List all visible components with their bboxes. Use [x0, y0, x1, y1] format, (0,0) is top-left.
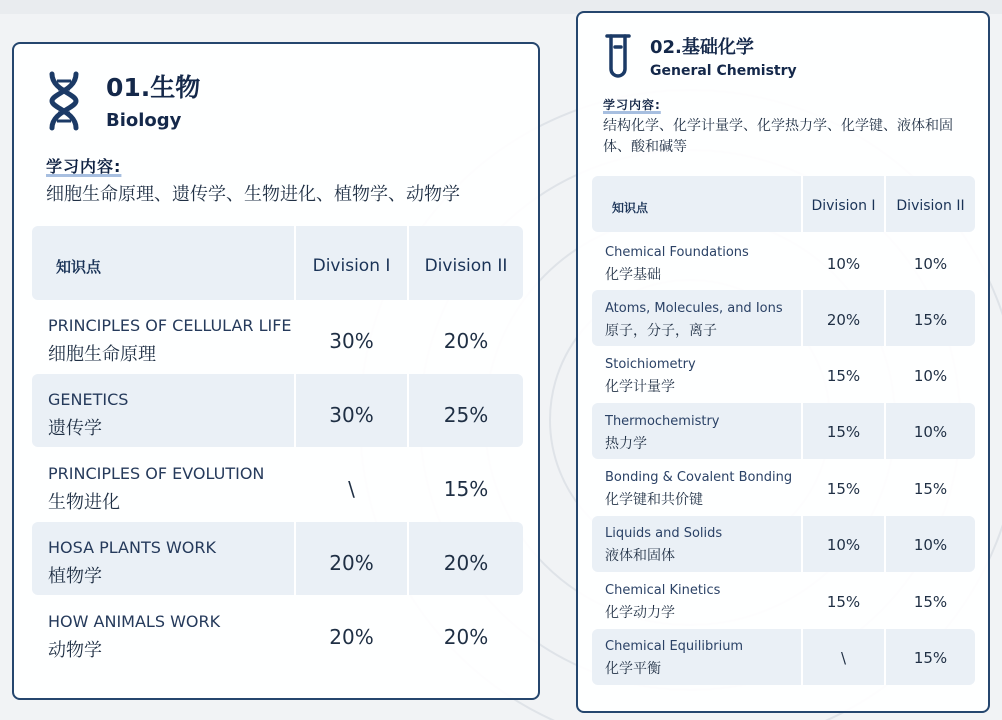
- division-1-value: 20%: [329, 551, 374, 575]
- division-2-value: 10%: [913, 423, 948, 441]
- topic-english: Chemical Foundations: [605, 245, 749, 260]
- topic-chinese: 热力学: [605, 436, 647, 452]
- chemistry-number-title: 02.基础化学: [650, 37, 754, 58]
- header-division-1: Division I: [312, 256, 391, 276]
- topic-english: Atoms, Molecules, and Ions: [605, 301, 783, 316]
- biology-number-title: 01.生物: [106, 73, 201, 102]
- topic-chinese: 化学键和共价键: [605, 492, 703, 508]
- chemistry-study-label: 学习内容:: [603, 98, 661, 112]
- chemistry-card: [576, 11, 990, 713]
- topic-chinese: 植物学: [48, 566, 102, 587]
- topic-english: Thermochemistry: [605, 414, 720, 429]
- division-1-value: 15%: [826, 593, 861, 611]
- division-2-value: 15%: [913, 480, 948, 498]
- topic-chinese: 化学基础: [605, 267, 661, 283]
- topic-english: Bonding & Covalent Bonding: [605, 470, 793, 485]
- division-1-value: 15%: [826, 367, 861, 385]
- topic-english: Chemical Kinetics: [605, 583, 721, 598]
- division-1-value: 30%: [329, 329, 374, 353]
- header-division-2: Division II: [896, 198, 965, 214]
- test-tube-icon: [605, 33, 631, 81]
- chemistry-study-content: 结构化学、化学计量学、化学热力学、化学键、液体和固体、酸和碱等: [603, 118, 953, 155]
- topic-chinese: 化学动力学: [605, 605, 675, 621]
- division-2-value: 15%: [913, 593, 948, 611]
- header-division-2: Division II: [424, 256, 508, 276]
- header-topic: 知识点: [612, 201, 649, 215]
- division-1-value: 20%: [329, 625, 374, 649]
- topic-chinese: 原子，分子，离子: [605, 323, 717, 339]
- biology-study-content: 细胞生命原理、遗传学、生物进化、植物学、动物学: [46, 184, 460, 205]
- topic-chinese: 液体和固体: [605, 548, 675, 564]
- header-division-1: Division I: [811, 198, 876, 214]
- division-2-value: 10%: [913, 255, 948, 273]
- topic-english: Liquids and Solids: [605, 526, 723, 541]
- division-2-value: 20%: [443, 625, 489, 649]
- division-2-value: 15%: [443, 477, 489, 501]
- topic-english: Stoichiometry: [605, 357, 696, 372]
- biology-english-title: Biology: [106, 110, 182, 131]
- division-2-value: 20%: [443, 551, 489, 575]
- division-1-value: 10%: [826, 536, 861, 554]
- topic-english: Chemical Equilibrium: [605, 639, 744, 654]
- topic-chinese: 细胞生命原理: [48, 344, 156, 365]
- division-2-value: 10%: [913, 367, 948, 385]
- division-2-value: 25%: [443, 403, 489, 427]
- topic-english: HOW ANIMALS WORK: [48, 612, 221, 631]
- division-1-value: 15%: [826, 480, 861, 498]
- division-1-value: \: [840, 649, 847, 667]
- division-1-value: 15%: [826, 423, 861, 441]
- division-1-value: 10%: [826, 255, 861, 273]
- topic-chinese: 遗传学: [48, 418, 102, 439]
- topic-chinese: 化学计量学: [605, 379, 675, 395]
- topic-english: PRINCIPLES OF CELLULAR LIFE: [48, 316, 292, 335]
- chemistry-english-title: General Chemistry: [650, 63, 797, 79]
- division-2-value: 20%: [443, 329, 489, 353]
- topic-chinese: 生物进化: [48, 492, 120, 513]
- header-topic: 知识点: [56, 258, 102, 276]
- division-1-value: \: [348, 477, 355, 501]
- biology-card: [12, 42, 540, 700]
- biology-study-label: 学习内容:: [46, 157, 122, 176]
- topic-chinese: 动物学: [48, 640, 102, 661]
- division-1-value: 20%: [826, 311, 861, 329]
- division-2-value: 15%: [913, 649, 948, 667]
- division-2-value: 15%: [913, 311, 948, 329]
- division-2-value: 10%: [913, 536, 948, 554]
- topic-english: HOSA PLANTS WORK: [48, 538, 216, 557]
- division-1-value: 30%: [329, 403, 374, 427]
- topic-english: GENETICS: [48, 390, 129, 409]
- topic-english: PRINCIPLES OF EVOLUTION: [48, 464, 265, 483]
- topic-chinese: 化学平衡: [605, 661, 661, 677]
- dna-icon: [44, 70, 84, 132]
